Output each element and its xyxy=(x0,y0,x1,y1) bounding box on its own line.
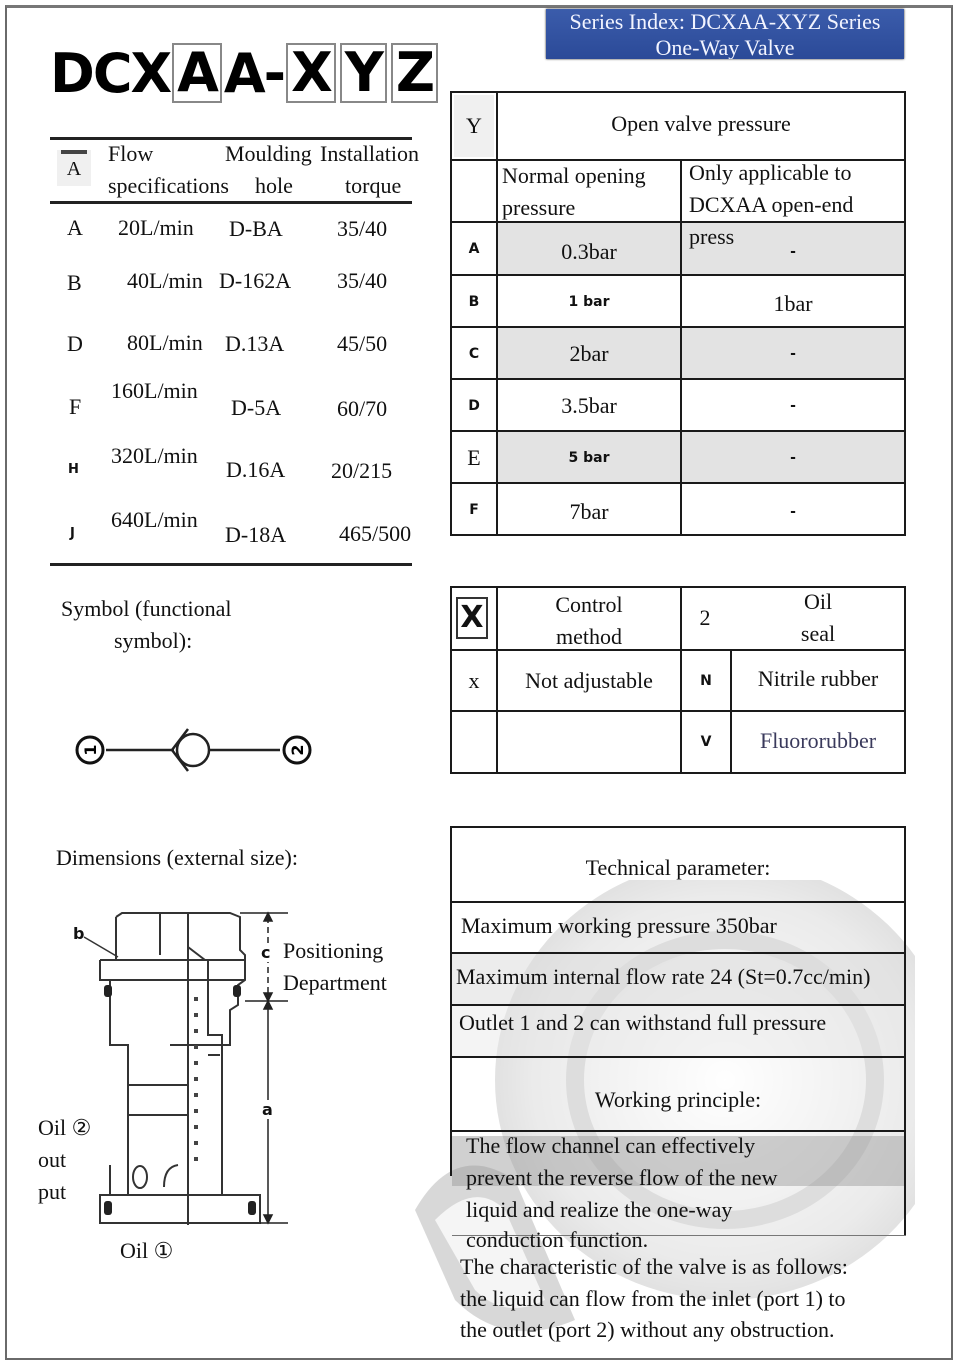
cartridge-drawing xyxy=(60,905,290,1235)
model-box-y: Y xyxy=(340,43,387,103)
pressure-row-open-end: 1bar xyxy=(773,290,813,316)
flow-row-torque: 45/50 xyxy=(337,331,388,356)
seal-row-code: V xyxy=(700,734,712,750)
flow-row-torque: 35/40 xyxy=(337,216,388,241)
model-box-x: X xyxy=(286,43,336,103)
seal-header-2: seal xyxy=(800,621,836,646)
working-line: prevent the reverse flow of the new xyxy=(466,1165,778,1190)
pressure-row-normal: 2bar xyxy=(569,340,609,366)
header-moulding-2: hole xyxy=(255,173,293,198)
pressure-row-code: C xyxy=(468,345,480,362)
control-row-method: Not adjustable xyxy=(525,668,653,693)
divider xyxy=(50,201,412,204)
table-grid-line xyxy=(450,901,906,903)
technical-item: Maximum working pressure 350bar xyxy=(461,913,777,938)
pressure-row-code: A xyxy=(468,240,480,257)
pressure-row-code: F xyxy=(469,501,479,518)
positioning-label-1: Positioning xyxy=(283,938,384,963)
flow-row-flow: 320L/min xyxy=(111,443,198,468)
table-grid-line xyxy=(450,772,906,774)
control-code-header: X xyxy=(456,597,488,639)
valve-ball-icon xyxy=(177,734,209,766)
flow-row-hole: D-18A xyxy=(225,522,287,547)
flow-row-hole: D.13A xyxy=(225,331,285,356)
port-2-icon xyxy=(284,737,310,763)
pressure-code-header: Y xyxy=(466,113,482,138)
pressure-title: Open valve pressure xyxy=(611,111,791,136)
header-moulding-1: Moulding xyxy=(225,141,312,166)
flow-row-code: B xyxy=(67,270,82,295)
pressure-row-open-end: - xyxy=(790,503,796,520)
flow-row-torque: 60/70 xyxy=(337,396,388,421)
header-torque-1: Installation xyxy=(320,141,419,166)
oil-out-label-1 xyxy=(38,1112,91,1144)
control-row-code: x xyxy=(468,668,480,693)
flow-row-code: J xyxy=(70,526,75,541)
seal-header-1: Oil xyxy=(803,589,833,614)
flow-row-torque: 35/40 xyxy=(337,268,388,293)
divider xyxy=(50,137,412,140)
flow-row-code: D xyxy=(67,331,83,356)
header-torque-2: torque xyxy=(345,173,402,198)
pressure-row-code: D xyxy=(468,397,480,414)
dimensions-title: Dimensions (external size): xyxy=(56,845,298,870)
pressure-row-open-end: - xyxy=(790,345,796,362)
characteristic-line: the outlet (port 2) without any obstruction. xyxy=(460,1317,835,1342)
model-after-a: A- xyxy=(223,41,285,105)
flow-row-code: A xyxy=(67,215,83,240)
working-line: conduction function. xyxy=(466,1227,649,1252)
table-grid-line xyxy=(450,1056,906,1058)
port-1-icon xyxy=(77,737,103,763)
flow-row-flow: 640L/min xyxy=(111,507,198,532)
flow-row-flow: 80L/min xyxy=(127,330,203,355)
port-2-marker: ② xyxy=(71,1115,92,1140)
technical-item: Outlet 1 and 2 can withstand full pressure xyxy=(459,1010,827,1035)
table-grid-line xyxy=(904,826,906,1236)
technical-title: Technical parameter: xyxy=(585,855,771,880)
characteristic-line: The characteristic of the valve is as follows: xyxy=(460,1254,848,1279)
control-header-1: Control xyxy=(555,592,623,617)
flow-row-hole: D-BA xyxy=(229,216,283,241)
pressure-row-open-end: - xyxy=(790,397,796,414)
control-header-2: method xyxy=(556,624,622,649)
dimension-label-b: b xyxy=(73,924,85,943)
check-valve-symbol xyxy=(68,715,318,785)
model-code xyxy=(50,40,440,106)
characteristic-line: the liquid can flow from the inlet (port 1) to xyxy=(460,1286,846,1311)
flow-row-hole: D-162A xyxy=(219,268,292,293)
divider xyxy=(50,563,412,566)
pressure-row-normal: 5 bar xyxy=(568,449,610,466)
dimension-label-c: c xyxy=(261,943,271,962)
flow-row-hole: D-5A xyxy=(231,395,282,420)
flow-row-code: H xyxy=(68,462,79,477)
table-grid-line xyxy=(904,586,906,774)
table-grid-line xyxy=(450,826,906,828)
pressure-row-code: B xyxy=(468,293,480,310)
flow-row-flow: 40L/min xyxy=(127,268,203,293)
symbol-title-1: Symbol (functional xyxy=(61,596,232,621)
dimension-label-a: a xyxy=(262,1100,273,1119)
seal-code-header: 2 xyxy=(699,605,711,630)
svg-text:2: 2 xyxy=(288,744,307,756)
header-flow-1: Flow xyxy=(108,141,154,166)
flow-row-torque: 20/215 xyxy=(331,458,393,483)
oil-in-label: Oil ① xyxy=(120,1238,174,1263)
table-grid-line xyxy=(904,91,906,536)
model-box-z: Z xyxy=(391,43,438,103)
model-prefix: DCX xyxy=(50,41,171,105)
pressure-row-normal: 7bar xyxy=(569,498,609,524)
pressure-row-open-end: - xyxy=(790,449,796,466)
pressure-row-normal: 0.3bar xyxy=(561,238,617,264)
flow-row-code: F xyxy=(69,394,82,419)
header-flow-2: specifications xyxy=(108,173,229,198)
model-box-a: A xyxy=(172,43,222,103)
col-open-end-header: Only applicable to DCXAA open-end press xyxy=(689,160,854,249)
working-line: liquid and realize the one-way xyxy=(466,1197,733,1222)
header-code-cell xyxy=(57,150,91,186)
flow-row-torque: 465/500 xyxy=(339,521,412,546)
svg-text:1: 1 xyxy=(81,744,100,756)
working-title: Working principle: xyxy=(594,1087,762,1112)
pressure-row-normal: 3.5bar xyxy=(561,392,617,418)
oil-out-label-2: out xyxy=(38,1147,67,1172)
symbol-title-2: symbol): xyxy=(114,628,193,653)
banner-line-2: One-Way Valve xyxy=(655,35,795,59)
seal-row-code: N xyxy=(700,673,712,689)
table-grid-line xyxy=(450,1004,906,1006)
col-normal-header: Normal opening pressure xyxy=(502,163,646,220)
pressure-row-normal: 1 bar xyxy=(568,293,610,310)
table-grid-line xyxy=(450,952,906,954)
flow-row-flow: 160L/min xyxy=(111,378,198,403)
positioning-label-2: Department xyxy=(283,970,387,995)
oil-out-label-3: put xyxy=(38,1179,67,1204)
banner-line-1: Series Index: DCXAA-XYZ Series xyxy=(569,9,881,34)
working-line: The flow channel can effectively xyxy=(466,1133,756,1158)
flow-row-flow: 20L/min xyxy=(118,215,194,240)
seal-row-material: Nitrile rubber xyxy=(757,666,879,691)
technical-item: Maximum internal flow rate 24 (St=0.7cc/min) xyxy=(456,964,871,989)
seal-row-material: Fluororubber xyxy=(759,728,877,753)
pressure-row-code: E xyxy=(467,444,481,470)
header-code: A xyxy=(66,158,82,180)
series-banner xyxy=(546,9,904,59)
oil-out-text: Oil xyxy=(38,1115,67,1140)
flow-row-hole: D.16A xyxy=(226,457,286,482)
pressure-row-open-end: - xyxy=(790,243,796,260)
